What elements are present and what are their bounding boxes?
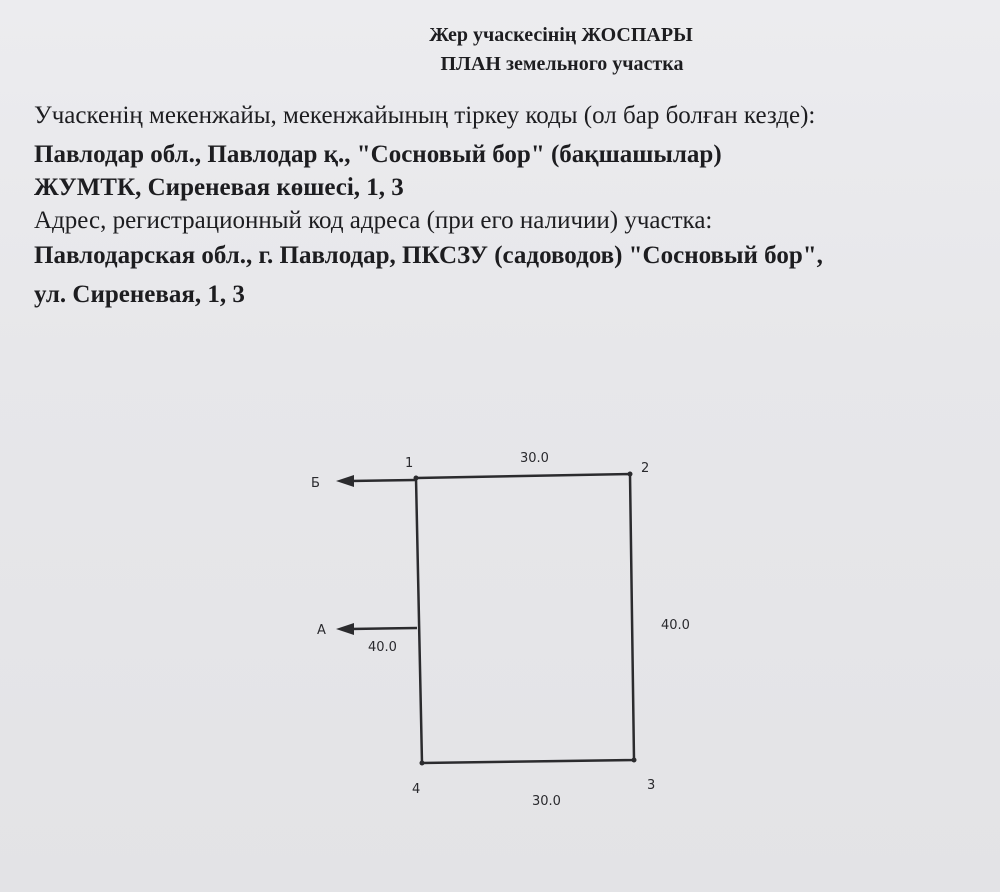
- arrow-b-line: [350, 480, 416, 481]
- arrow-a-line: [350, 628, 417, 629]
- address-ru-label: Адрес, регистрационный код адреса (при его наличии) участка:: [34, 207, 713, 234]
- vertex-2-label: 2: [641, 461, 650, 476]
- side-top-length: 30.0: [520, 451, 549, 466]
- vertex-4-marker: [420, 761, 425, 766]
- address-kz-line1: Павлодар обл., Павлодар қ., "Сосновый бор" (бақшашылар): [34, 141, 722, 168]
- vertex-1-label: 1: [405, 456, 414, 471]
- title-ru: ПЛАН земельного участка: [440, 53, 684, 75]
- vertex-3-label: 3: [647, 778, 656, 793]
- vertex-3-marker: [632, 758, 637, 763]
- arrow-b-label: Б: [311, 476, 320, 491]
- vertex-4-label: 4: [412, 782, 421, 797]
- address-ru-line1: Павлодарская обл., г. Павлодар, ПКСЗУ (садоводов) "Сосновый бор",: [34, 242, 823, 269]
- address-ru-line2: ул. Сиреневая, 1, 3: [34, 281, 245, 308]
- arrow-a-label: А: [317, 623, 326, 638]
- side-left-length: 40.0: [368, 640, 397, 655]
- side-bottom-length: 30.0: [532, 794, 561, 809]
- address-kz-label: Учаскенің мекенжайы, мекенжайының тіркеу коды (ол бар болған кезде):: [34, 102, 816, 129]
- side-right-length: 40.0: [661, 618, 690, 633]
- vertex-1-marker: [414, 476, 419, 481]
- arrow-b-head: [336, 475, 354, 487]
- plot-boundary: [416, 474, 634, 763]
- vertex-2-marker: [628, 472, 633, 477]
- arrow-a-head: [336, 623, 354, 635]
- address-kz-line2: ЖУМТК, Сиреневая көшесі, 1, 3: [34, 174, 404, 201]
- title-kz: Жер учаскесінің ЖОСПАРЫ: [429, 24, 693, 46]
